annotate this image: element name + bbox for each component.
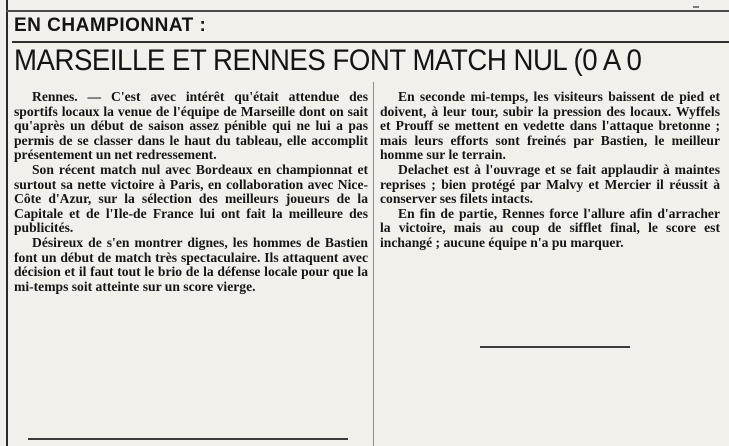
kicker-rule: [12, 41, 729, 43]
paragraph: En seconde mi-temps, les visiteurs baissent de pied et doivent, à leur tour, subir la pression des locaux. Wyffels et Prouff se mettent en vedette dans l'attaque bretonne ; mais leurs efforts sont freinés par Bastien, le meilleur homme sur le terrain.: [380, 89, 720, 163]
column-divider: [373, 82, 374, 446]
top-rule: [6, 10, 729, 12]
paragraph: En fin de partie, Rennes force l'allure afin d'arracher la victoire, mais au coup de sifflet final, le score est inchangé ; aucune équipe n'a pu marquer.: [380, 205, 720, 250]
article-column-left: [14, 90, 368, 294]
paragraph: Son récent match nul avec Bordeaux en championnat et surtout sa nette victoire à Paris, en collaboration avec Nice-Côte d'Azur, sur la sélection des meilleurs joueurs de la Capitale et de l'Ile-de France lui ont fait la meilleure des publicités.: [14, 161, 368, 236]
section-kicker: EN CHAMPIONNAT :: [14, 15, 207, 36]
paragraph: Rennes. — C'est avec intérêt qu'était attendue des sportifs locaux la venue de l'équipe de Marseille dont on sait qu'après un début de saison assez pénible qui ne lui a pas permis de se classer dans le haut du tableau, elle accomplit présentement un net redressement.: [14, 89, 368, 163]
print-mark: [693, 6, 699, 8]
paragraph: Désireux de s'en montrer dignes, les hommes de Bastien font un début de match très spectaculaire. Ils attaquent avec décision et il faut tout le brio de la défense locale pour que la mi-temps soit atteinte sur un score vierge.: [14, 234, 368, 294]
article-headline: MARSEILLE ET RENNES FONT MATCH NUL (0 A 0: [14, 44, 642, 77]
end-of-column-rule: [28, 438, 348, 440]
article-column-right: [380, 90, 720, 251]
end-of-article-rule: [480, 346, 630, 348]
paragraph: Delachet est à l'ouvrage et se fait applaudir à maintes reprises ; bien protégé par Malvy et Mercier il réussit à conserver ses filets intacts.: [380, 161, 720, 207]
column-border: [6, 0, 8, 446]
